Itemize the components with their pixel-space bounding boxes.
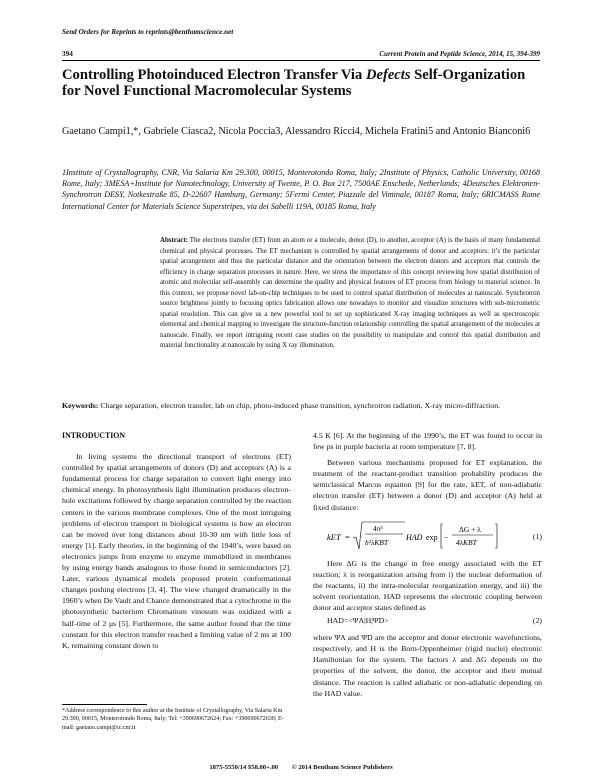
title-part1: Controlling Photoinduced Electron Transfer Via: [62, 67, 366, 83]
wavefunction-paragraph: where ΨA and ΨD are the acceptor and donor electronic wavefunctions, respectively, and H is the Born-Oppenheimer (rigid nuclei) electronic Hamiltonian for the system. The factors λ and ΔG depends on the properties of the solvent, the donor, the acceptor and their mutual distance. The reaction is called adiabatic or non-adiabatic depending on the HAD value.: [313, 633, 542, 698]
continued-paragraph: 4.5 K [6]. At the beginning of the 1990’s, the ET was found to occur in few ps in purple bacteria at room temperature [7, 8].: [313, 431, 542, 452]
abstract: [160, 236, 540, 352]
eq-had: HAD: [406, 532, 423, 542]
issn: 1875-5550/14 $58.00+.00: [209, 764, 279, 771]
affiliations: 1Institute of Crystallography, CNR, Via Salaria Km 29.300, 00015, Monterotondo Roma, Italy; 2Institute of Physics, Catholic University, 00168 Rome, Italy; 3MESA+Institute for Nanotechnology, University of Twente, P. O. Box 217, 7500AE Enschede, Netherlands; 4Deutsches Elektronen-Synchrotron DESY, Notkestraße 85, D-22607 Hamburg, Germany; 5Fermi Center, Piazzale del Viminale, 00187 Roma, Italy; 6RICMASS Rome International Center for Materials Science Superstripes, via dei Sabelli 119A, 00185 Roma, Italy: [62, 168, 540, 211]
author-list: Gaetano Campi1,*, Gabriele Ciasca2, Nicola Poccia3, Alessandro Ricci4, Michela Fratini5 and Antonio Bianconi6: [62, 126, 531, 137]
eq-lhs: kET: [327, 531, 341, 542]
title-part2: Self-Organization for Novel Functional Macromolecular Systems: [62, 67, 526, 99]
equation-1: [313, 519, 542, 553]
correspondence-footnote: *Address correspondence to this author at the Institute of Crystallography, Via Salaria Km 29.300, 00015, Monterotondo Roma, Italy; Tel: +390690672624; Fax: +390690672630; E-mail: gaetano.campi@ic.cnr.it: [62, 708, 284, 731]
keywords: [62, 400, 540, 411]
copyright: © 2014 Bentham Science Publishers: [291, 764, 393, 771]
equation-2: [313, 615, 542, 629]
eq-exp-den: 4λKBT: [456, 537, 477, 547]
eq-exp-num: ΔG + λ: [459, 524, 481, 534]
eq-sqrt-num: 4π³: [373, 523, 383, 533]
footnote-rule: [62, 704, 147, 705]
abstract-text: The electrons transfer (ET) from an atom or a molecule, donor (D), to another, acceptor (A) is the basis of many fundamental chemical and physical processes. The ET mechanism is controlled by spatial arrangements of donor and acceptors: it’s the particular spatial arrangement and thus the particular distance and the orientation between the electron donors and acceptors that controls the efficiency in charge separation processes in nature. Here, we stress the importance of this concept reviewing how spatial distribution of atomic and molecular self-assembly can determine the quality and physical features of ET process from biology to material science. In this context, we propose novel lab-on-chip techniques to be used to control spatial distribution of molecules at nanoscale. Synchrotron source brightness jointly to focusing optics fabrication allows one nowadays to monitor and visualize structures with sub-micrometric spatial resolution. This can give us a new powerful tool to set up sophisticated X-ray imaging techniques as well as spectroscopic elemental and chemical mapping to investigate the structure-function relationship controlling the spatial arrangement of the molecules at nanoscale. Finally, we report intriguing recent case studies on the possibility to manipulate and control this spatial distribution and material functionality at nanoscale by using X ray illumination.: [160, 237, 540, 349]
abstract-label: Abstract:: [160, 237, 188, 244]
equation-2-body: HAD=<ΨA|H|ΨD>: [327, 616, 389, 626]
page-number: 394: [62, 50, 73, 58]
intro-paragraph-1: In living systems the directional transport of electrons (ET) controlled by spatial arrangements of donors (D) and acceptors (A) is a fundamental process for charge separation to convert light energy into chemical energy. In photosynthesis light illumination produces electron-hole excitations followed by charge separation controlled by the reaction centers in the various membrane complexes. One of the most intriguing problems of electron transport in biological systems is how an electron can be moved over long distances about 10-30 nm with little loss of energy [1]. Early theories, in the beginning of the 1940’s, were based on electronics jumps from enzyme to enzyme immobilized in membranes by using energy bands analogous to those found in semiconductors [2]. Later, various dynamical models proposed protein conformational changes pushing electrons [3, 4]. The view changed dramatically in the 1960’s when De Vault and Chance demonstrated that a cytochrome in the photosynthetic bacterium Chromatium vinosum was oxidized with a half-time of 2 μs [5]. Furthermore, the same author found that the time constant for this electron transfer reached a limiting value of 2 ms at 100 K, remaining constant down to: [62, 452, 291, 650]
left-column: [62, 430, 291, 651]
eq-sqrt-den: h²λKBT: [365, 537, 389, 547]
title-italic: Defects: [365, 67, 411, 83]
right-column: [313, 430, 542, 699]
paper-title: [62, 67, 542, 99]
eq-equals: =: [345, 531, 350, 542]
marcus-paragraph: Between various mechanisms proposed for ET explanation, the treatment of the reactant-product transition probability produces the semiclassical Marcus equation [9] for the rate, kET, of non-adiabatic electron transfer (ET) between a donor (D) and acceptor (A) held at fixed distance:: [313, 458, 542, 512]
reprints-notice: Send Orders for Reprints to reprints@benthamscience.net: [62, 28, 234, 36]
eq-bracket-left: [441, 524, 443, 548]
equation-1-number: (1): [532, 531, 542, 541]
delta-g-paragraph: Here ΔG is the change in free energy associated with the ET reaction; λ is reorganization arising from i) the nuclear deformation of the reactants, ii) the intra-molecular reorganization energy, and iii) the solvent reorientation. HAD represents the electronic coupling between donor and acceptor states defined as: [313, 558, 542, 613]
marcus-equation: [313, 519, 513, 553]
eq-exp: exp: [426, 532, 438, 542]
eq-bracket-right: [495, 524, 497, 548]
eq-minus: −: [444, 532, 449, 542]
header-rule: [62, 60, 540, 61]
keywords-text: Charge separation, electron transfer, lab on chip, photo-induced phase transition, synchrotron radiation, X-ray micro-diffraction.: [100, 401, 501, 410]
journal-citation: Current Protein and Peptide Science, 2014, 15, 394-399: [379, 50, 540, 58]
keywords-label: Keywords:: [62, 401, 99, 410]
equation-2-number: (2): [532, 616, 542, 626]
bottom-line: [62, 764, 540, 771]
section-heading-introduction: INTRODUCTION: [62, 431, 126, 440]
